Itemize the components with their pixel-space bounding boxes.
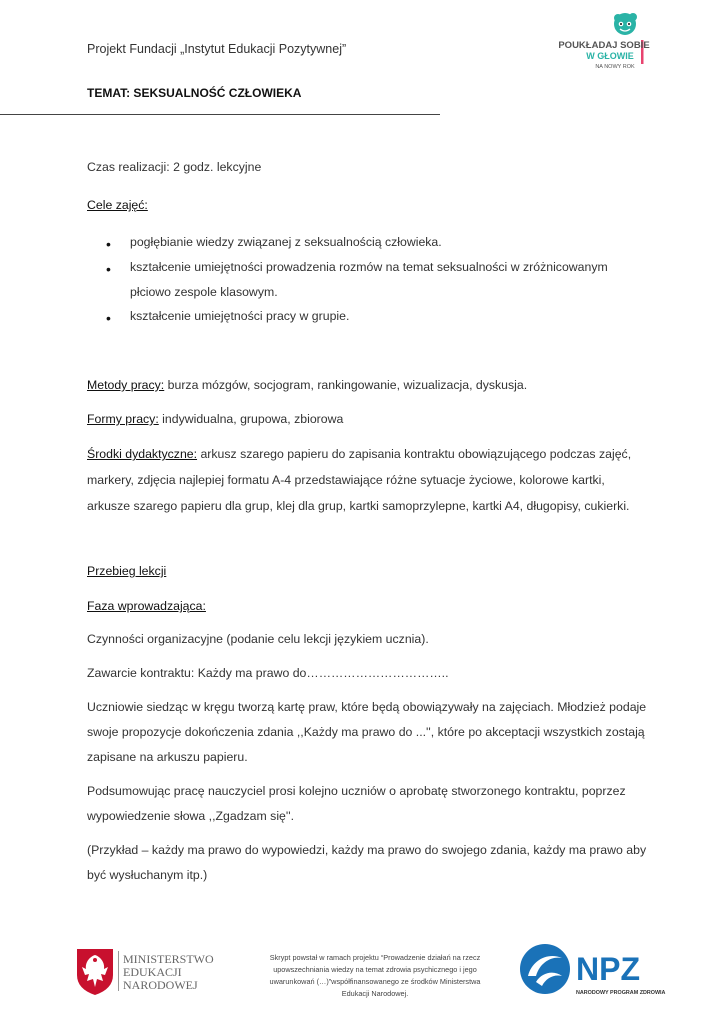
npz-abbr: NPZ	[576, 951, 640, 987]
ministry-line-3: NARODOWEJ	[123, 978, 198, 992]
ministry-line-2: EDUKACJI	[123, 965, 182, 979]
methods-text: burza mózgów, socjogram, rankingowanie, wizualizacja, dyskusja.	[164, 378, 528, 392]
forms-text: indywidualna, grupowa, zbiorowa	[158, 412, 344, 426]
funding-note: Skrypt powstał w ramach projektu “Prowadzenie działań na rzecz upowszechniania wiedzy na temat zdrowia psychicznego i jego uwarunkowań (…)”współfinansowanego ze środków Ministerstwa Edukacji Narodowej.	[269, 953, 481, 998]
means-label: Środki dydaktyczne:	[87, 447, 198, 461]
paragraph-contract: Zawarcie kontraktu: Każdy ma prawo do……………………………..	[87, 666, 449, 680]
goal-item-2: kształcenie umiejętności prowadzenia rozmów na temat seksualności w zróżnicowanym płciowo zespole klasowym.	[130, 260, 608, 299]
logo-line-1: POUKŁADAJ SOBIE	[558, 40, 650, 51]
forms-label: Formy pracy:	[87, 412, 159, 426]
npz-swirl-icon	[518, 942, 674, 1000]
npz-full-name: NARODOWY PROGRAM ZDROWIA	[576, 990, 666, 996]
forms-paragraph	[87, 407, 647, 432]
logo-line-3: NA NOWY ROK	[595, 64, 635, 70]
brain-character-icon	[558, 10, 650, 78]
lesson-title: Przebieg lekcji	[87, 564, 167, 578]
methods-paragraph	[87, 373, 647, 398]
logo-line-2: W GŁOWIE	[586, 51, 634, 61]
bullet-2: •	[106, 261, 111, 277]
ministry-logo	[75, 947, 225, 997]
means-paragraph	[87, 441, 635, 519]
means-text: arkusz szarego papieru do zapisania kontraktu obowiązującego podczas zajęć, markery, zdjęcia najlepiej formatu A-4 przedstawiające różne sytuacje życiowe, kolorowe kartki, arkusze szarego papieru dla grup, klej dla grup, kartki samoprzylepne, kartki A4, długopisy, cukierki.	[87, 447, 632, 513]
phase-title: Faza wprowadzająca:	[87, 599, 206, 613]
goal-item-3: kształcenie umiejętności pracy w grupie.	[130, 309, 350, 323]
lesson-topic: TEMAT: SEKSUALNOŚĆ CZŁOWIEKA	[87, 86, 302, 100]
project-header: Projekt Fundacji „Instytut Edukacji Pozytywnej”	[87, 42, 347, 56]
methods-label: Metody pracy:	[87, 378, 165, 392]
bullet-1: •	[106, 236, 111, 252]
polish-eagle-emblem-icon	[75, 947, 225, 997]
paragraph-organization: Czynności organizacyjne (podanie celu lekcji językiem ucznia).	[87, 632, 429, 646]
campaign-logo	[558, 10, 650, 78]
goals-title: Cele zajęć:	[87, 198, 148, 212]
header-divider	[0, 114, 440, 115]
paragraph-rights-card: Uczniowie siedząc w kręgu tworzą kartę praw, które będą obowiązywały na zajęciach. Młodzież podaje swoje propozycje dokończenia zdania ,,Każdy ma prawo do ...'', które po akceptacji wszystkich zostają zapisane na arkuszu papieru.	[87, 700, 647, 764]
paragraph-summary: Podsumowując pracę nauczyciel prosi kolejno uczniów o aprobatę stworzonego kontraktu, poprzez wypowiedzenie słowa ,,Zgadzam się''.	[87, 784, 626, 823]
duration-text: Czas realizacji: 2 godz. lekcyjne	[87, 160, 262, 174]
ministry-line-1: MINISTERSTWO	[123, 952, 214, 966]
goal-item-1: pogłębianie wiedzy związanej z seksualnością człowieka.	[130, 235, 442, 249]
bullet-3: •	[106, 310, 111, 326]
npz-logo	[518, 942, 674, 1000]
paragraph-example: (Przykład – każdy ma prawo do wypowiedzi, każdy ma prawo do swojego zdania, każdy ma prawo aby być wysłuchanym itp.)	[87, 843, 647, 882]
